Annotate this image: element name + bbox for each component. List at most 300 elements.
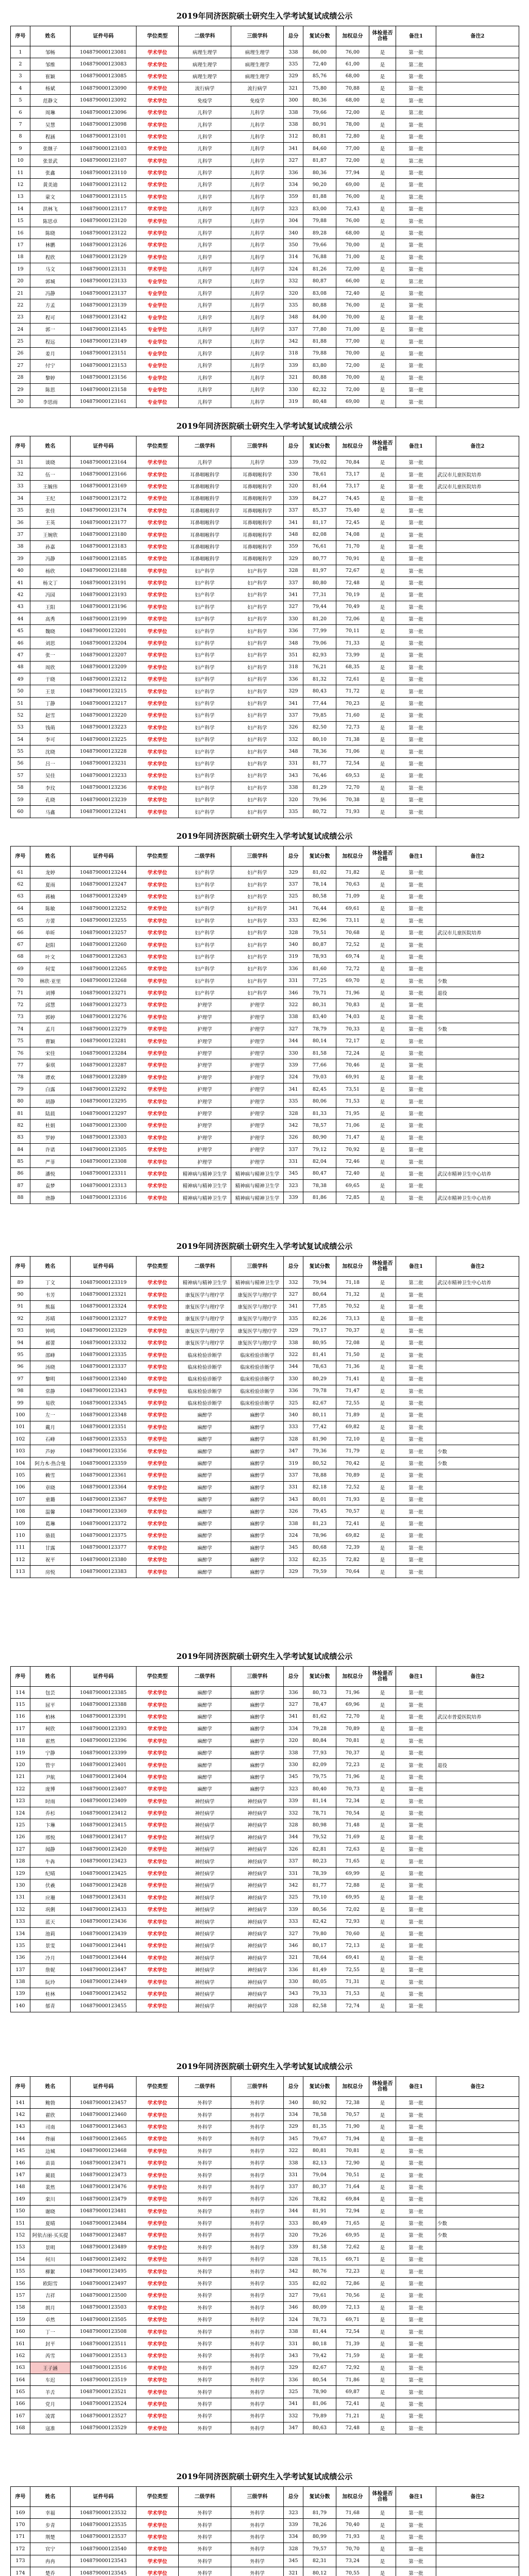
table-cell: 2 xyxy=(11,58,30,70)
table-cell: 70,19 xyxy=(336,589,369,601)
table-cell: 104879000123252 xyxy=(71,903,136,914)
table-cell: 13 xyxy=(11,191,30,202)
table-cell: 第一批 xyxy=(396,2253,436,2265)
table-cell: 104879000123107 xyxy=(71,155,136,166)
table-cell: 70,83 xyxy=(336,999,369,1011)
table-cell: 9 xyxy=(11,143,30,155)
table-cell: 第一批 xyxy=(396,878,436,890)
table-cell: 104879000123255 xyxy=(71,914,136,926)
table-cell xyxy=(436,673,519,685)
table-cell: 104879000123412 xyxy=(71,1807,136,1819)
table-cell: 第一批 xyxy=(396,1517,436,1529)
table-cell: 妇产科学 xyxy=(179,673,231,685)
table-cell: 方孟 xyxy=(30,299,71,311)
table-cell xyxy=(436,1927,519,1939)
table-cell: 护理学 xyxy=(231,1156,284,1167)
table-cell: 第二批 xyxy=(396,191,436,202)
column-header: 三级学科 xyxy=(231,2487,284,2507)
table-row xyxy=(11,1192,519,1204)
table-cell: 冯静 xyxy=(30,287,71,299)
table-cell: 神经病学 xyxy=(231,1904,284,1916)
table-cell: 是 xyxy=(369,1530,396,1541)
table-cell: 管宇 xyxy=(30,1759,71,1771)
table-cell: 39 xyxy=(11,553,30,565)
table-cell: 是 xyxy=(369,1940,396,1952)
table-cell: 21 xyxy=(11,287,30,299)
table-cell: 外科学 xyxy=(231,2241,284,2253)
table-row xyxy=(11,1831,519,1843)
table-cell: 是 xyxy=(369,1952,396,1963)
table-cell: 80,98 xyxy=(303,1819,336,1831)
table-cell: 神经病学 xyxy=(231,1855,284,1867)
table-cell: 300 xyxy=(284,94,303,106)
table-row xyxy=(11,951,519,962)
table-cell: 104879000123085 xyxy=(71,70,136,82)
table-cell: 328 xyxy=(284,2543,303,2555)
table-cell: 麻醉学 xyxy=(179,1481,231,1493)
table-row xyxy=(11,1167,519,1179)
table-cell: 327 xyxy=(284,1699,303,1710)
table-cell: 学术学位 xyxy=(136,867,179,878)
table-cell: 80,91 xyxy=(303,118,336,130)
table-cell: 104879000123380 xyxy=(71,1553,136,1565)
table-cell: 儿科学 xyxy=(179,215,231,227)
table-cell: 336 xyxy=(284,2374,303,2385)
table-cell: 是 xyxy=(369,2241,396,2253)
table-cell: 是 xyxy=(369,540,396,552)
table-cell: 24 xyxy=(11,323,30,335)
table-cell: 80,56 xyxy=(303,1904,336,1916)
table-cell: 72,94 xyxy=(336,2205,369,2217)
table-cell: 31 xyxy=(11,456,30,468)
column-header: 复试分数 xyxy=(303,2077,336,2097)
table-cell: 80,47 xyxy=(303,1167,336,1179)
table-cell: 第一批 xyxy=(396,673,436,685)
table-cell: 82,02 xyxy=(303,2277,336,2289)
table-cell: 337 xyxy=(284,1855,303,1867)
table-cell: 精神病与精神卫生学 xyxy=(179,1167,231,1179)
table-cell: 76,46 xyxy=(303,770,336,782)
table-cell: 曹颖 xyxy=(30,1035,71,1047)
table-cell: 104 xyxy=(11,1457,30,1469)
table-cell: 护理学 xyxy=(179,1071,231,1083)
table-cell: 卞琳 xyxy=(30,1819,71,1831)
table-cell: 神经病学 xyxy=(231,1988,284,1999)
table-cell: 第一批 xyxy=(396,2265,436,2277)
table-cell: 第一批 xyxy=(396,745,436,757)
table-cell: 343 xyxy=(284,2350,303,2362)
table-cell: 是 xyxy=(369,493,396,504)
table-cell: 朗月 xyxy=(30,2301,71,2313)
table-cell xyxy=(436,1723,519,1735)
table-cell: 外科学 xyxy=(231,2181,284,2193)
table-cell: 第一批 xyxy=(396,589,436,601)
table-cell: 156 xyxy=(11,2277,30,2289)
table-cell: 是 xyxy=(369,468,396,480)
table-cell: 精神病与精神卫生学 xyxy=(231,1277,284,1289)
table-cell: 少数 xyxy=(436,975,519,987)
table-cell: 第一批 xyxy=(396,987,436,998)
table-cell: 136 xyxy=(11,1952,30,1963)
table-cell: 护理学 xyxy=(231,1143,284,1155)
table-cell xyxy=(436,70,519,82)
table-cell: 71,65 xyxy=(336,2217,369,2229)
table-cell: 儿科学 xyxy=(179,155,231,166)
table-cell: 81 xyxy=(11,1107,30,1119)
table-cell: 妇产科学 xyxy=(179,601,231,613)
table-cell: 170 xyxy=(11,2519,30,2531)
table-row xyxy=(11,155,519,166)
table-cell: 神经病学 xyxy=(179,1927,231,1939)
table-row xyxy=(11,2422,519,2434)
table-cell: 是 xyxy=(369,1963,396,1975)
table-cell: 338 xyxy=(284,2326,303,2337)
table-cell: 79,52 xyxy=(303,1831,336,1843)
table-cell: 妇产科学 xyxy=(231,793,284,805)
table-cell: 是 xyxy=(369,179,396,191)
table-cell xyxy=(436,2205,519,2217)
table-cell xyxy=(436,203,519,215)
table-cell: 104879000123460 xyxy=(71,2109,136,2121)
table-cell: 143 xyxy=(11,2121,30,2132)
table-cell: 妇产科学 xyxy=(179,770,231,782)
table-cell: 学术学位 xyxy=(136,1300,179,1312)
table-cell xyxy=(436,757,519,769)
table-cell xyxy=(436,1566,519,1578)
table-cell: 44 xyxy=(11,613,30,625)
table-row xyxy=(11,1963,519,1975)
column-header: 备注2 xyxy=(436,436,519,456)
table-cell: 80,52 xyxy=(303,1457,336,1469)
table-cell: 学术学位 xyxy=(136,1192,179,1204)
table-cell: 妇产科学 xyxy=(179,613,231,625)
table-cell: 79,66 xyxy=(303,239,336,251)
table-row xyxy=(11,1891,519,1903)
table-cell: 第一批 xyxy=(396,2350,436,2362)
table-cell: 80,11 xyxy=(303,1409,336,1421)
table-cell: 付宁 xyxy=(30,360,71,371)
table-cell: 是 xyxy=(369,106,396,118)
table-row xyxy=(11,1819,519,1831)
table-cell: 麻醉学 xyxy=(231,1783,284,1795)
table-cell: 162 xyxy=(11,2350,30,2362)
table-cell: 104879000123158 xyxy=(71,383,136,395)
table-cell: 73 xyxy=(11,1011,30,1023)
table-cell: 是 xyxy=(369,721,396,733)
table-cell: 学术学位 xyxy=(136,721,179,733)
table-cell: 第一批 xyxy=(396,890,436,902)
column-header: 二级学科 xyxy=(179,846,231,867)
table-cell: 第一批 xyxy=(396,2217,436,2229)
table-cell: 335 xyxy=(284,299,303,311)
table-row xyxy=(11,1904,519,1916)
column-header: 总分 xyxy=(284,436,303,456)
table-cell: 张景武 xyxy=(30,155,71,166)
table-cell: 104879000123137 xyxy=(71,287,136,299)
table-cell: 80,18 xyxy=(303,2337,336,2349)
table-cell: 78,93 xyxy=(303,951,336,962)
table-cell: 儿科学 xyxy=(231,179,284,191)
table-cell: 第一批 xyxy=(396,1952,436,1963)
table-cell: 72,45 xyxy=(336,516,369,528)
table-cell: 第一批 xyxy=(396,1433,436,1445)
table-cell xyxy=(436,1107,519,1119)
table-cell: 76,00 xyxy=(336,215,369,227)
table-cell: 学术学位 xyxy=(136,1541,179,1553)
table-cell: 328 xyxy=(284,1819,303,1831)
column-header: 二级学科 xyxy=(179,1257,231,1277)
table-cell: 麻醉学 xyxy=(231,1687,284,1699)
table-cell: 学术学位 xyxy=(136,951,179,962)
table-cell: 348 xyxy=(284,637,303,649)
table-cell: 112 xyxy=(11,1553,30,1565)
table-cell: 329 xyxy=(284,2362,303,2374)
table-cell: 李可 xyxy=(30,733,71,745)
table-cell: 是 xyxy=(369,625,396,637)
column-header: 三级学科 xyxy=(231,1257,284,1277)
table-cell: 42 xyxy=(11,589,30,601)
table-cell xyxy=(436,2133,519,2145)
table-cell: 是 xyxy=(369,239,396,251)
table-cell: 71,47 xyxy=(336,1385,369,1397)
table-cell: 99 xyxy=(11,1397,30,1409)
table-row xyxy=(11,709,519,721)
table-cell xyxy=(436,613,519,625)
table-cell: 学术学位 xyxy=(136,46,179,58)
table-cell: 临床检验诊断学 xyxy=(179,1349,231,1361)
table-cell: 学术学位 xyxy=(136,179,179,191)
table-cell: 331 xyxy=(284,975,303,987)
table-row xyxy=(11,1481,519,1493)
table-cell: 学术学位 xyxy=(136,1289,179,1300)
table-cell: 景明 xyxy=(30,2241,71,2253)
table-cell: 是 xyxy=(369,1300,396,1312)
table-cell: 外科学 xyxy=(231,2253,284,2265)
table-cell: 学术学位 xyxy=(136,565,179,577)
table-cell: 第一批 xyxy=(396,999,436,1011)
table-cell: 70,57 xyxy=(336,2109,369,2121)
table-cell: 是 xyxy=(369,1927,396,1939)
table-row xyxy=(11,1747,519,1758)
table-cell: 王纪 xyxy=(30,493,71,504)
table-cell: 是 xyxy=(369,1385,396,1397)
table-cell: 少数 xyxy=(436,1457,519,1469)
table-cell: 学术学位 xyxy=(136,504,179,516)
table-cell: 钟鸣 xyxy=(30,1325,71,1336)
table-cell: 104879000123455 xyxy=(71,2000,136,2012)
table-cell: 学术学位 xyxy=(136,2265,179,2277)
table-cell: 20 xyxy=(11,275,30,287)
table-cell: 学术学位 xyxy=(136,2121,179,2132)
table-cell: 是 xyxy=(369,1095,396,1107)
table-cell: 104879000123166 xyxy=(71,468,136,480)
table-cell: 麻醉学 xyxy=(179,1409,231,1421)
table-cell: 甘露 xyxy=(30,1541,71,1553)
table-cell: 140 xyxy=(11,2000,30,2012)
table-cell: 钱萌 xyxy=(30,721,71,733)
table-cell xyxy=(436,1095,519,1107)
table-cell xyxy=(436,2519,519,2531)
table-cell: 麻醉学 xyxy=(179,1699,231,1710)
table-cell: 76,21 xyxy=(303,661,336,673)
column-header: 复试分数 xyxy=(303,2487,336,2507)
table-cell: 学术学位 xyxy=(136,203,179,215)
table-cell: 76,44 xyxy=(303,903,336,914)
table-cell: 学术学位 xyxy=(136,1481,179,1493)
table-cell: 71,06 xyxy=(336,1120,369,1131)
table-cell: 36 xyxy=(11,516,30,528)
table-cell: 104879000123153 xyxy=(71,360,136,371)
table-cell: 是 xyxy=(369,46,396,58)
table-cell: 是 xyxy=(369,1313,396,1325)
table-cell: 麻醉学 xyxy=(179,1759,231,1771)
table-cell: 学术学位 xyxy=(136,2519,179,2531)
table-cell: 第一批 xyxy=(396,1300,436,1312)
table-cell: 70,57 xyxy=(336,1505,369,1517)
table-cell: 68,00 xyxy=(336,94,369,106)
table-cell: 133 xyxy=(11,1916,30,1927)
table-cell: 69,65 xyxy=(336,1180,369,1192)
table-cell: 是 xyxy=(369,2121,396,2132)
table-row xyxy=(11,263,519,275)
table-cell: 第一批 xyxy=(396,1904,436,1916)
table-cell: 是 xyxy=(369,70,396,82)
table-cell: 张一 xyxy=(30,649,71,661)
table-cell: 105 xyxy=(11,1469,30,1481)
table-cell: 79,89 xyxy=(303,2410,336,2422)
table-cell: 是 xyxy=(369,2229,396,2241)
table-cell: 第一批 xyxy=(396,601,436,613)
table-cell: 第一批 xyxy=(396,166,436,178)
table-cell: 第一批 xyxy=(396,1156,436,1167)
table-cell: 10 xyxy=(11,155,30,166)
table-cell: 111 xyxy=(11,1541,30,1553)
table-cell: 328 xyxy=(284,926,303,938)
table-cell: 69,96 xyxy=(336,1699,369,1710)
table-cell: 是 xyxy=(369,2157,396,2168)
table-cell: 是 xyxy=(369,903,396,914)
table-cell: 104879000123511 xyxy=(71,2337,136,2349)
table-cell: 是 xyxy=(369,2253,396,2265)
table-cell: 熊磊 xyxy=(30,1300,71,1312)
table-cell: 82,32 xyxy=(303,383,336,395)
table-cell: 妇产科学 xyxy=(231,914,284,926)
header-row xyxy=(11,26,519,46)
table-cell: 妇产科学 xyxy=(231,625,284,637)
table-cell: 麻醉学 xyxy=(179,1687,231,1699)
table-cell: 79,57 xyxy=(303,2543,336,2555)
table-cell: 104879000123508 xyxy=(71,2326,136,2337)
table-cell: 81,29 xyxy=(303,782,336,793)
table-cell: 儿科学 xyxy=(231,360,284,371)
table-cell: 78,73 xyxy=(303,2314,336,2326)
table-cell: 54 xyxy=(11,733,30,745)
table-cell: 学术学位 xyxy=(136,1035,179,1047)
table-cell: 345 xyxy=(284,1167,303,1179)
table-cell: 儿科学 xyxy=(231,251,284,263)
table-cell: 71,00 xyxy=(336,251,369,263)
table-cell: 104879000123139 xyxy=(71,299,136,311)
table-cell: 69,95 xyxy=(336,2229,369,2241)
table-cell: 楚乔 xyxy=(30,2567,71,2576)
table-cell: 学术学位 xyxy=(136,1469,179,1481)
table-cell xyxy=(436,661,519,673)
table-cell xyxy=(436,697,519,709)
table-cell: 104879000123185 xyxy=(71,553,136,565)
column-header: 二级学科 xyxy=(179,26,231,46)
table-cell: 杨斌 xyxy=(30,82,71,94)
table-cell: 韦芳 xyxy=(30,1289,71,1300)
table-cell: 第一批 xyxy=(396,2531,436,2543)
table-cell xyxy=(436,2531,519,2543)
table-cell: 第一批 xyxy=(396,661,436,673)
table-cell: 林鹏 xyxy=(30,239,71,251)
table-row xyxy=(11,540,519,552)
table-cell: 学术学位 xyxy=(136,1566,179,1578)
table-cell: 第一批 xyxy=(396,625,436,637)
table-cell: 104879000123356 xyxy=(71,1445,136,1457)
table-cell: 许诺 xyxy=(30,1143,71,1155)
table-cell: 第一批 xyxy=(396,347,436,359)
table-cell: 80,63 xyxy=(303,2422,336,2434)
table-cell: 339 xyxy=(284,2519,303,2531)
table-cell: 335 xyxy=(284,58,303,70)
table-row xyxy=(11,1759,519,1771)
table-cell: 是 xyxy=(369,1783,396,1795)
table-cell: 第一批 xyxy=(396,565,436,577)
table-cell: 337 xyxy=(284,709,303,721)
table-cell: 第一批 xyxy=(396,770,436,782)
column-header: 三级学科 xyxy=(231,1667,284,1687)
table-cell: 104879000123271 xyxy=(71,987,136,998)
table-cell: 麻醉学 xyxy=(231,1723,284,1735)
table-cell: 132 xyxy=(11,1904,30,1916)
table-cell: 78,14 xyxy=(303,878,336,890)
table-cell: 是 xyxy=(369,1349,396,1361)
table-cell: 学术学位 xyxy=(136,1047,179,1059)
table-cell: 104879000123117 xyxy=(71,203,136,215)
table-cell: 第一批 xyxy=(396,1325,436,1336)
table-cell: 104879000123468 xyxy=(71,2145,136,2157)
table-cell: 耳鼻咽喉科学 xyxy=(231,504,284,516)
table-cell: 崔颖 xyxy=(30,70,71,82)
table-cell: 第一批 xyxy=(396,926,436,938)
table-cell: 80,88 xyxy=(303,371,336,383)
table-cell: 是 xyxy=(369,1167,396,1179)
table-cell: 第一批 xyxy=(396,2133,436,2145)
table-cell: 72 xyxy=(11,999,30,1011)
table-cell: 护理学 xyxy=(179,1120,231,1131)
table-cell: 80,80 xyxy=(303,577,336,588)
table-cell: 是 xyxy=(369,951,396,962)
table-cell: 80,87 xyxy=(303,275,336,287)
table-cell: 麻醉学 xyxy=(179,1517,231,1529)
table-cell: 学术学位 xyxy=(136,1349,179,1361)
table-cell: 包芸 xyxy=(30,1687,71,1699)
table-cell: 是 xyxy=(369,94,396,106)
table-row xyxy=(11,493,519,504)
table-row xyxy=(11,2350,519,2362)
table-row xyxy=(11,1735,519,1747)
table-cell: 第一批 xyxy=(396,2169,436,2181)
table-row xyxy=(11,1095,519,1107)
table-cell: 学术学位 xyxy=(136,2097,179,2109)
table-cell: 是 xyxy=(369,926,396,938)
table-cell: 72,17 xyxy=(336,1035,369,1047)
table-cell: 是 xyxy=(369,2169,396,2181)
table-cell: 104879000123521 xyxy=(71,2386,136,2398)
table-cell: 104879000123289 xyxy=(71,1071,136,1083)
